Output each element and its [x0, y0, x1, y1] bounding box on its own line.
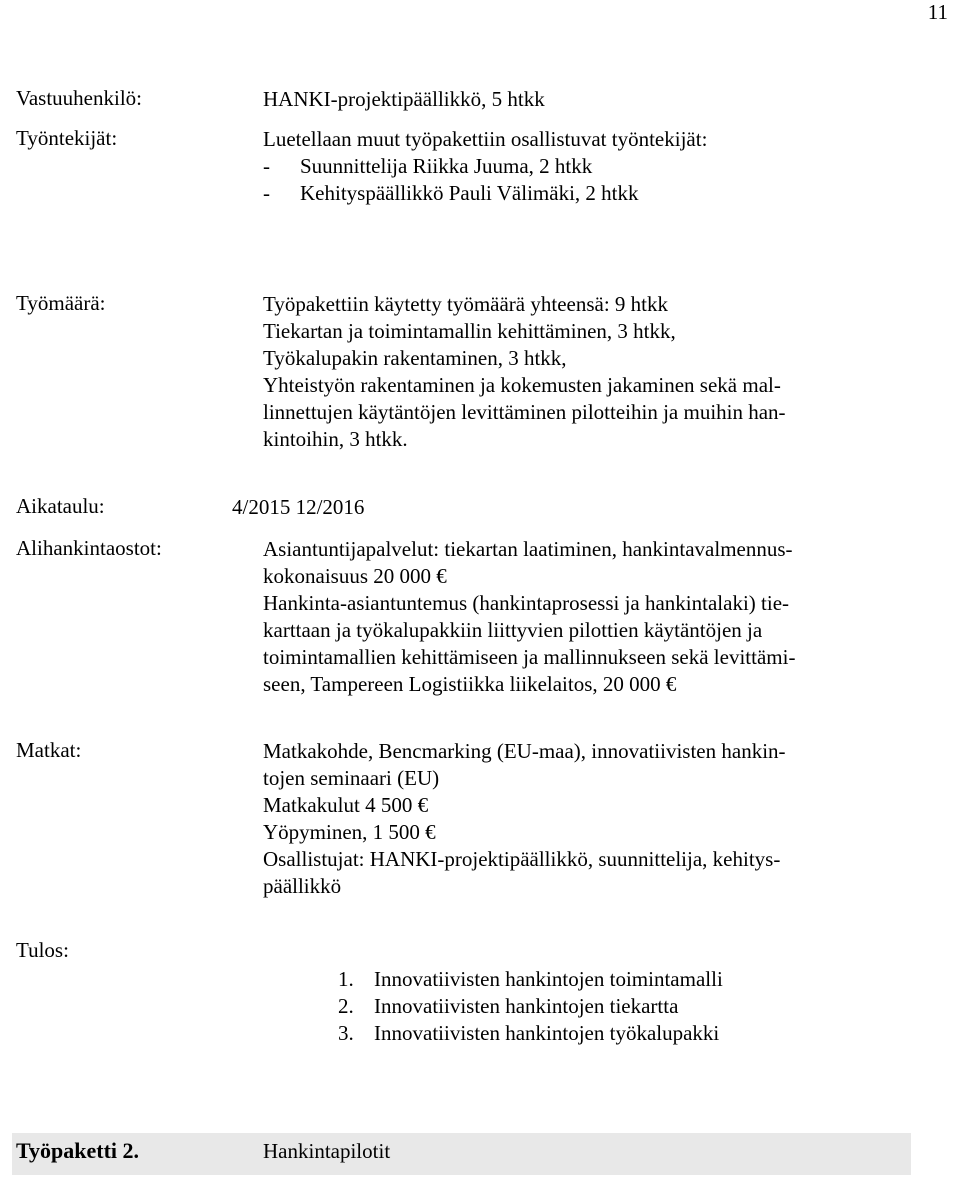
- section-subtitle: Hankintapilotit: [263, 1139, 391, 1163]
- worker-item: [263, 180, 903, 207]
- workers-intro: Luetellaan muut työpakettiin osallistuvat työntekijät:: [263, 127, 708, 151]
- workload-line: Yhteistyön rakentaminen ja kokemusten jakaminen sekä mal-: [263, 373, 781, 397]
- travel-line: Matkakohde, Bencmarking (EU-maa), innovatiivisten hankin-: [263, 739, 786, 763]
- list-text: Innovatiivisten hankintojen tiekartta: [374, 994, 679, 1018]
- subcontracting-label: Alihankintaostot:: [16, 536, 162, 560]
- list-text: Innovatiivisten hankintojen työkalupakki: [374, 1021, 720, 1045]
- worker-text: Suunnittelija Riikka Juuma, 2 htkk: [300, 154, 593, 178]
- list-number: 2.: [338, 994, 354, 1018]
- subcontracting-line: Hankinta-asiantuntemus (hankintaprosessi ja hankintalaki) tie-: [263, 591, 790, 615]
- workload-line: linnettujen käytäntöjen levittäminen pilotteihin ja muihin han-: [263, 400, 786, 424]
- workload-line: Työpakettiin käytetty työmäärä yhteensä: 9 htkk: [263, 292, 668, 316]
- workload-line: Työkalupakin rakentaminen, 3 htkk,: [263, 346, 567, 370]
- responsible-value: [263, 86, 903, 113]
- subcontracting-line: toimintamallien kehittämiseen ja mallinnukseen sekä levittämi-: [263, 645, 796, 669]
- travel-line: Matkakulut 4 500 €: [263, 793, 429, 817]
- worker-item: [263, 153, 903, 180]
- list-item: [263, 993, 903, 1020]
- schedule-value: 4/2015 12/2016: [232, 495, 365, 519]
- list-item: [263, 1020, 903, 1047]
- list-number: 1.: [338, 967, 354, 991]
- section-heading-bar: [12, 1133, 911, 1175]
- travel-line: Osallistujat: HANKI-projektipäällikkö, suunnittelija, kehitys-: [263, 847, 781, 871]
- travel-block: [263, 738, 903, 900]
- travel-label: Matkat:: [16, 738, 82, 762]
- subcontracting-block: [263, 536, 903, 698]
- subcontracting-line: Asiantuntijapalvelut: tiekartan laatiminen, hankintavalmennus-: [263, 537, 793, 561]
- responsible-text: HANKI-projektipäällikkö, 5 htkk: [263, 87, 545, 111]
- workload-block: [263, 291, 903, 453]
- workers-block: [263, 126, 903, 207]
- list-number: 3.: [338, 1021, 354, 1045]
- worker-dash: -: [263, 181, 270, 205]
- worker-dash: -: [263, 154, 270, 178]
- workers-label: Työntekijät:: [16, 126, 118, 150]
- schedule-value-block: [232, 494, 872, 521]
- workload-line: kintoihin, 3 htkk.: [263, 427, 408, 451]
- travel-line: tojen seminaari (EU): [263, 766, 440, 790]
- section-title: Työpaketti 2.: [16, 1138, 140, 1163]
- subcontracting-line: seen, Tampereen Logistiikka liikelaitos, 20 000 €: [263, 672, 677, 696]
- results-list: [263, 966, 903, 1047]
- travel-line: päällikkö: [263, 874, 342, 898]
- list-item: [263, 966, 903, 993]
- results-label: Tulos:: [16, 938, 69, 962]
- responsible-label: Vastuuhenkilö:: [16, 86, 142, 110]
- page-number: 11: [927, 0, 948, 24]
- travel-line: Yöpyminen, 1 500 €: [263, 820, 436, 844]
- subcontracting-line: kokonaisuus 20 000 €: [263, 564, 447, 588]
- worker-text: Kehityspäällikkö Pauli Välimäki, 2 htkk: [300, 181, 639, 205]
- workload-line: Tiekartan ja toimintamallin kehittäminen, 3 htkk,: [263, 319, 676, 343]
- subcontracting-line: karttaan ja työkalupakkiin liittyvien pilottien käytäntöjen ja: [263, 618, 763, 642]
- workload-label: Työmäärä:: [16, 291, 106, 315]
- list-text: Innovatiivisten hankintojen toimintamalli: [374, 967, 723, 991]
- schedule-label: Aikataulu:: [16, 494, 105, 518]
